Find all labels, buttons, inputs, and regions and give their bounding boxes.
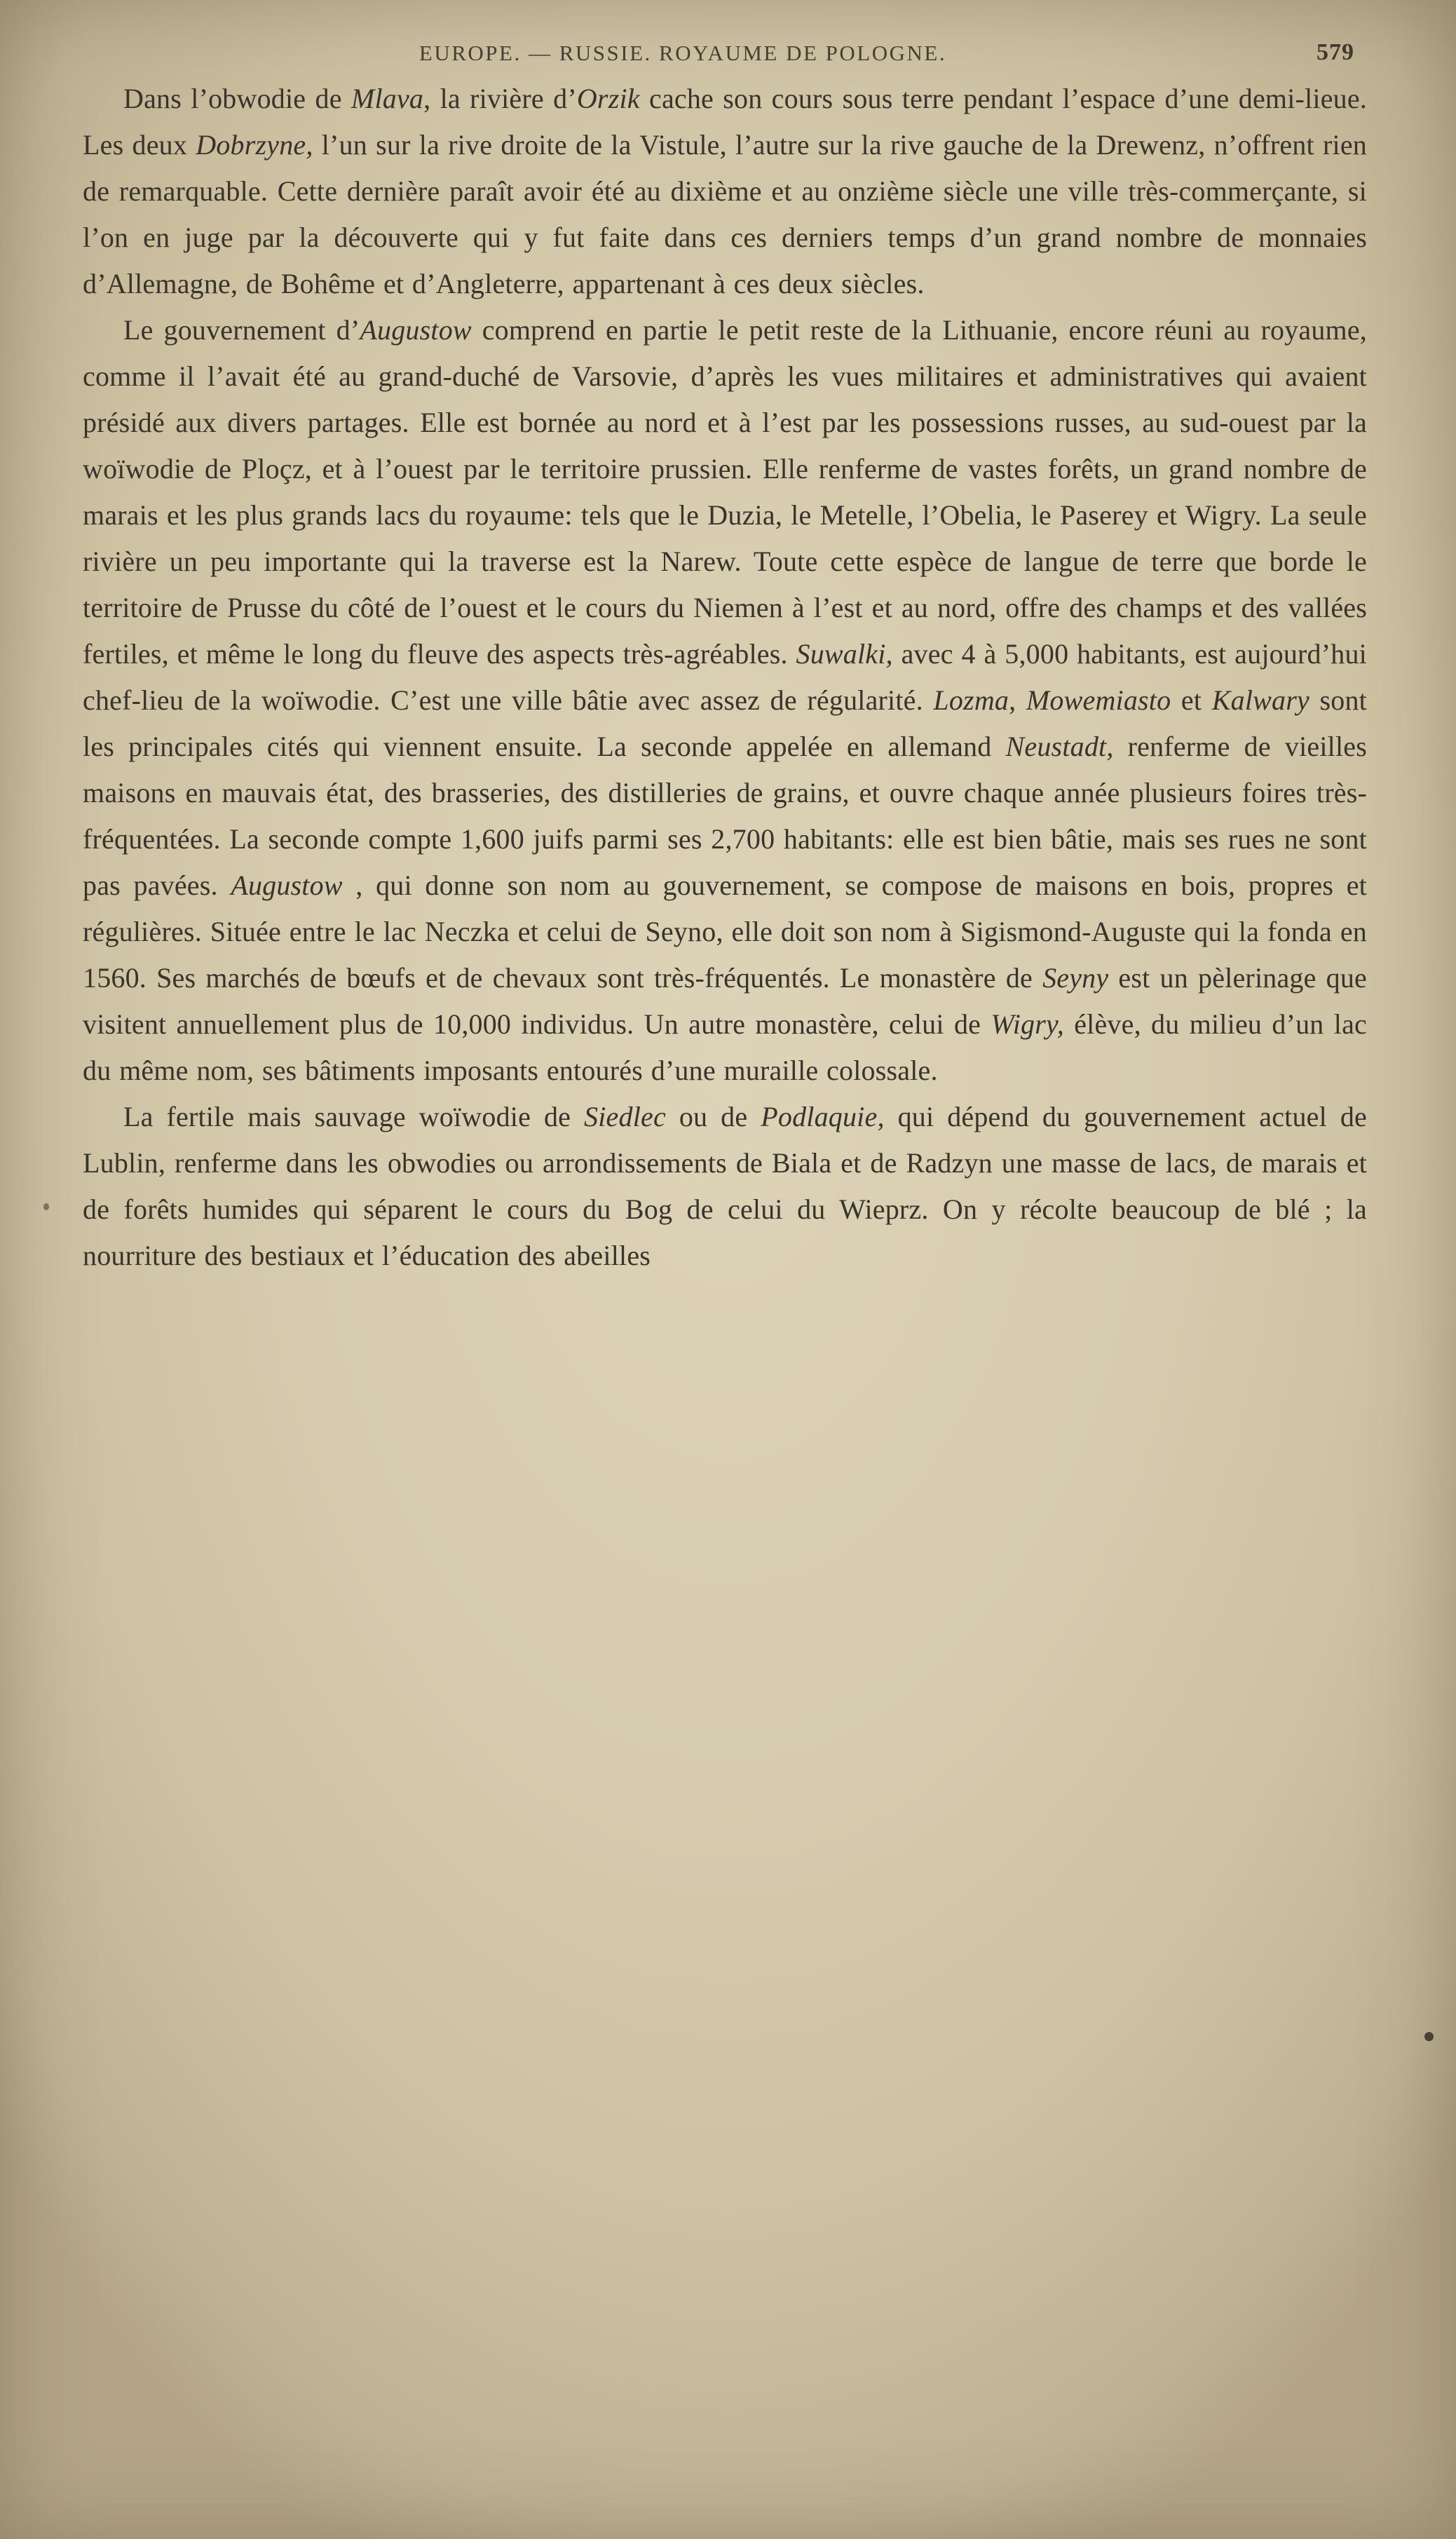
running-header xyxy=(83,41,1367,72)
paragraph: Dans l’obwodie de Mlava, la rivière d’Orzik cache son cours sous terre pendant l’espace d’une demi-lieue. Les deux Dobrzyne, l’un sur la rive droite de la Vistule, l’autre sur la rive gauche de la Drewenz, n’offrent rien de remarquable. Cette dernière paraît avoir été au dixième et au onzième siècle une ville très-commerçante, si l’on en juge par la découverte qui y fut faite dans ces derniers temps d’un grand nombre de monnaies d’Allemagne, de Bohême et d’Angleterre, appartenant à ces deux siècles. xyxy=(83,83,1368,299)
page-number: 579 xyxy=(1316,39,1354,65)
ink-speck xyxy=(43,1203,49,1210)
paragraph: Le gouvernement d’Augustow comprend en partie le petit reste de la Lithuanie, encore réuni au royaume, comme il l’avait été au grand-duché de Varsovie, d’après les vues militaires et administratives qui avaient présidé aux divers partages. Elle est bornée au nord et à l’est par les possessions russes, au sud-ouest par la woïwodie de Ploçz, et à l’ouest par le territoire prussien. Elle renferme de vastes forêts, un grand nombre de marais et les plus grands lacs du royaume: tels que le Duzia, le Metelle, l’Obelia, le Paserey et Wigry. La seule rivière un peu importante qui la traverse est la Narew. Toute cette espèce de langue de terre que borde le territoire de Prusse du côté de l’ouest et le cours du Niemen à l’est et au nord, offre des champs et des vallées fertiles, et même le long du fleuve des aspects très-agréables. Suwalki, avec 4 à 5,000 habitants, est aujourd’hui chef-lieu de la woïwodie. C’est une ville bâtie avec assez de régularité. Lozma, Mowemiasto et Kalwary sont les principales cités qui viennent ensuite. La seconde appelée en allemand Neustadt, renferme de vieilles maisons en mauvais état, des brasseries, des distilleries de grains, et ouvre chaque année plusieurs foires très-fréquentées. La seconde compte 1,600 juifs parmi ses 2,700 habitants: elle est bien bâtie, mais ses rues ne sont pas pavées. Augustow , qui donne son nom au gouvernement, se compose de maisons en bois, propres et régulières. Située entre le lac Neczka et celui de Seyno, elle doit son nom à Sigismond-Auguste qui la fonda en 1560. Ses marchés de bœufs et de chevaux sont très-fréquentés. Le monastère de Seyny est un pèlerinage que visitent annuellement plus de 10,000 individus. Un autre monastère, celui de Wigry, élève, du milieu d’un lac du même nom, ses bâtiments imposants entourés d’une muraille colossale. xyxy=(83,314,1367,1086)
paragraph: La fertile mais sauvage woïwodie de Siedlec ou de Podlaquie, qui dépend du gouvernement actuel de Lublin, renferme dans les obwodies ou arrondissements de Biala et de Radzyn une masse de lacs, de marais et de forêts humides qui séparent le cours du Bog de celui du Wieprz. On y récolte beaucoup de blé ; la nourriture des bestiaux et l’éducation des abeilles xyxy=(83,1101,1368,1271)
running-title: EUROPE. — RUSSIE. ROYAUME DE POLOGNE. xyxy=(419,41,947,65)
body-text xyxy=(83,76,1367,1279)
ink-speck xyxy=(1424,2032,1434,2041)
